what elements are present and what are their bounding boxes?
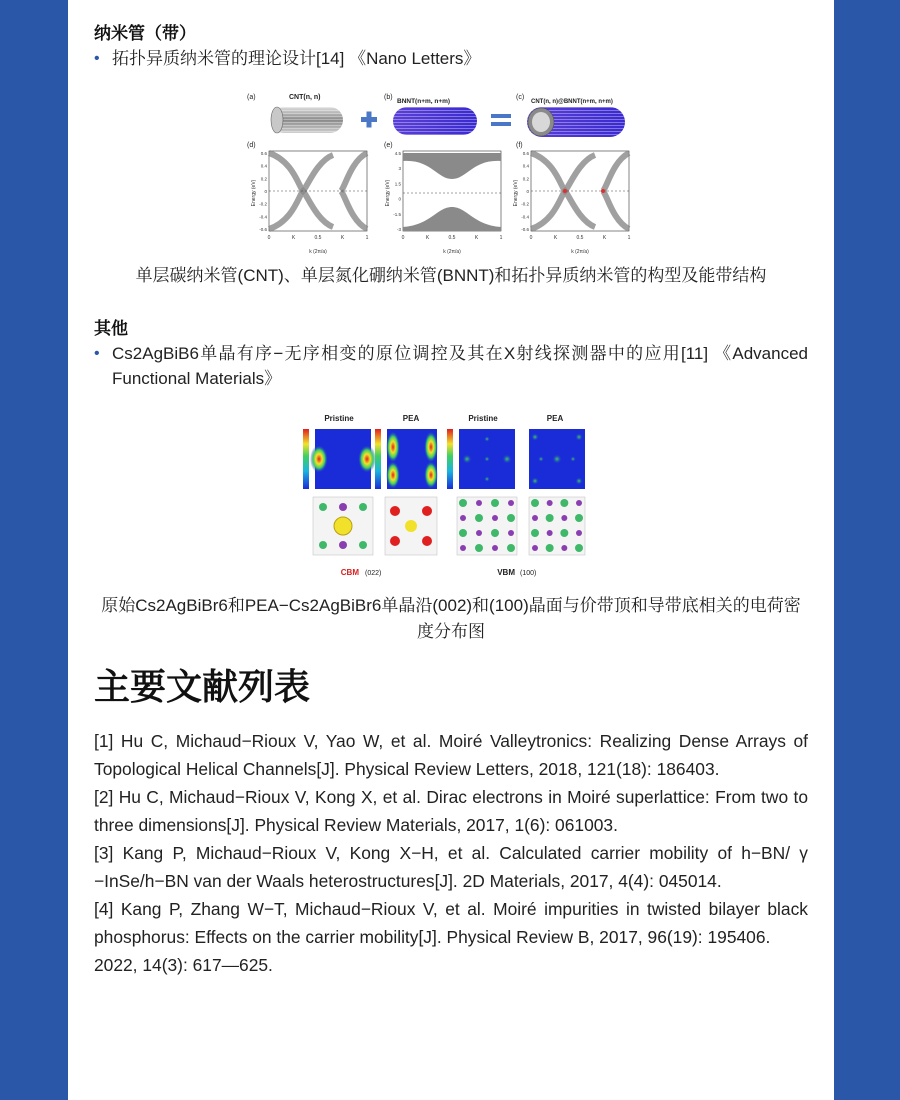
plus-icon xyxy=(361,112,377,128)
x-tick-label: K xyxy=(602,235,607,241)
bnnt-tube xyxy=(393,107,477,135)
reference-list xyxy=(94,727,808,979)
y-tick-label: -3 xyxy=(396,227,401,232)
bullet-item xyxy=(94,341,808,391)
atom-marker xyxy=(492,545,498,551)
charge-density-figure xyxy=(301,411,601,583)
x-axis-label-f: k (2π/a) xyxy=(571,249,589,255)
x-tick-label: K xyxy=(425,235,430,241)
x-tick-label: 0.5 xyxy=(314,235,322,241)
reference-item: [1] Hu C, Michaud−Rioux V, Yao W, et al. Moiré Valleytronics: Realizing Dense Arrays of Topological Helical Channels[J]. Physical Review Letters, 2018, 121(18): 186403. xyxy=(94,731,808,779)
band-plot-f xyxy=(531,151,629,231)
atom-marker xyxy=(492,515,498,521)
y-tick-label: -0.6 xyxy=(259,227,267,232)
atom-marker xyxy=(491,529,499,537)
y-tick-label: 0.6 xyxy=(260,151,267,156)
cbm-label: CBM xyxy=(340,568,359,577)
atom-marker xyxy=(532,515,538,521)
atom-marker xyxy=(560,499,568,507)
atom-marker xyxy=(576,530,582,536)
x-tick-label: 0 xyxy=(401,235,405,241)
equals-icon xyxy=(491,114,511,126)
panel-c-title: CNT(n, n)@BNNT(n+m, n+m) xyxy=(531,99,613,105)
figure2-caption: 原始Cs2AgBiBr6和PEA−Cs2AgBiBr6单晶沿(002)和(100)晶面与价带顶和导带底相关的电荷密度分布图 xyxy=(101,596,801,641)
x-tick-labels xyxy=(268,235,631,241)
panel-f-label: (f) xyxy=(516,142,523,149)
bullet-text: 拓扑异质纳米管的理论设计[14] 《Nano Letters》 xyxy=(112,49,481,68)
x-tick-label: 0.5 xyxy=(576,235,584,241)
atom-marker xyxy=(460,515,466,521)
y-tick-label: -0.2 xyxy=(521,201,529,207)
atom-marker xyxy=(575,544,583,552)
atom-marker xyxy=(547,500,553,506)
panel-c-label: (c) xyxy=(516,94,525,101)
x-tick-label: 1 xyxy=(499,235,503,241)
y-tick-label: -0.2 xyxy=(259,201,267,207)
crystal-structure-cbm xyxy=(313,497,437,555)
density-map-pristine-vbm xyxy=(447,429,515,489)
y-axis-label-d: Energy (eV) xyxy=(251,179,257,207)
atom-marker xyxy=(546,514,554,522)
atom-marker xyxy=(576,500,582,506)
x-tick-label: 1 xyxy=(365,235,369,241)
label-pea-cbm: PEA xyxy=(402,414,420,423)
atom-marker xyxy=(459,529,467,537)
atom-marker xyxy=(475,514,483,522)
density-map-pea-cbm xyxy=(375,429,438,489)
crystal-structure-vbm xyxy=(457,497,585,555)
label-pristine-cbm: Pristine xyxy=(324,414,354,423)
bullet-icon: • xyxy=(94,345,100,362)
x-tick-label: 0 xyxy=(267,235,271,241)
atom-marker xyxy=(575,514,583,522)
y-tick-label: 0.4 xyxy=(260,163,267,169)
reference-item: [3] Kang P, Michaud−Rioux V, Kong X−H, et al. Calculated carrier mobility of h−BN/ γ −InSe/h−BN van der Waals heterostructures[J]. 2D Materials, 2017, 4(4): 045014. xyxy=(94,843,808,891)
density-map-pristine-cbm xyxy=(303,429,376,489)
y-tick-label: 3 xyxy=(398,166,401,172)
reference-item: [4] Kang P, Zhang W−T, Michaud−Rioux V, et al. Moiré impurities in twisted bilayer black phosphorus: Effects on the carrier mobility[J]. Physical Review B, 2017, 96(19): 195406. xyxy=(94,899,808,947)
reference-item: 2022, 14(3): 617—625. xyxy=(94,955,273,975)
x-tick-label: 1 xyxy=(627,235,631,241)
y-axis-label-e: Energy (eV) xyxy=(385,179,391,207)
x-axis-label-e: k (2π/a) xyxy=(443,249,461,255)
reference-item: [2] Hu C, Michaud−Rioux V, Kong X, et al. Dirac electrons in Moiré superlattice: From two to three dimensions[J]. Physical Review Materials, 2017, 1(6): 061003. xyxy=(94,787,808,835)
atom-marker xyxy=(560,529,568,537)
atom-marker xyxy=(546,544,554,552)
y-tick-label: 1.5 xyxy=(394,181,401,187)
panel-e-label: (e) xyxy=(384,142,393,149)
panel-d-label: (d) xyxy=(247,142,256,149)
hetero-tube xyxy=(527,107,625,137)
x-axis-label-d: k (2π/a) xyxy=(309,249,327,255)
y-tick-label: -1.5 xyxy=(393,211,401,217)
atom-marker xyxy=(508,530,514,536)
section-heading-nanotubes: 纳米管（带） xyxy=(94,24,196,43)
atom-marker xyxy=(532,545,538,551)
y-tick-label: -0.4 xyxy=(259,214,267,220)
bullet-item xyxy=(94,46,808,71)
atom-marker xyxy=(476,530,482,536)
references-title: 主要文献列表 xyxy=(94,666,311,707)
atom-marker xyxy=(561,515,567,521)
atom-marker xyxy=(476,500,482,506)
band-plot-d xyxy=(269,151,367,231)
x-tick-label: K xyxy=(291,235,296,241)
y-tick-label: -0.4 xyxy=(521,214,529,220)
vbm-plane-label: (100) xyxy=(520,570,537,577)
atom-marker xyxy=(531,529,539,537)
label-pristine-vbm: Pristine xyxy=(468,414,498,423)
atom-marker xyxy=(460,545,466,551)
cnt-tube xyxy=(271,107,343,133)
atom-marker xyxy=(475,544,483,552)
y-tick-label: 0.2 xyxy=(260,176,267,182)
bullet-icon: • xyxy=(94,50,100,67)
vbm-label: VBM xyxy=(497,568,515,577)
y-tick-label: 0.4 xyxy=(522,163,529,169)
y-tick-label: 4.5 xyxy=(394,151,401,156)
atom-marker xyxy=(491,499,499,507)
x-tick-label: K xyxy=(340,235,345,241)
band-plot-e xyxy=(403,151,501,231)
y-tick-label: 0 xyxy=(526,189,529,194)
atom-marker xyxy=(561,545,567,551)
document-panel xyxy=(68,0,834,1100)
y-tick-label: -0.6 xyxy=(521,227,529,232)
atom-marker xyxy=(459,499,467,507)
x-tick-label: K xyxy=(474,235,479,241)
y-tick-label: 0 xyxy=(398,196,401,202)
y-tick-label: 0.2 xyxy=(522,176,529,182)
atom-marker xyxy=(507,544,515,552)
panel-a-label: (a) xyxy=(247,94,256,101)
figure1-caption: 单层碳纳米管(CNT)、单层氮化硼纳米管(BNNT)和拓扑异质纳米管的构型及能带结构 xyxy=(135,266,767,285)
atom-marker xyxy=(547,530,553,536)
atom-marker xyxy=(507,514,515,522)
x-tick-label: 0 xyxy=(529,235,533,241)
density-map-pea-vbm xyxy=(529,429,585,489)
y-tick-label: 0 xyxy=(264,189,267,194)
cbm-plane-label: (022) xyxy=(365,570,382,577)
label-pea-vbm: PEA xyxy=(546,414,564,423)
bullet-text: Cs2AgBiB6单晶有序−无序相变的原位调控及其在X射线探测器中的应用[11] 《Advanced Functional Materials》 xyxy=(112,344,808,388)
panel-b-label: (b) xyxy=(384,94,393,101)
y-tick-label: 0.6 xyxy=(522,151,529,156)
x-tick-label: 0.5 xyxy=(448,235,456,241)
panel-a-title: CNT(n, n) xyxy=(289,94,321,101)
panel-b-title: BNNT(n+m, n+m) xyxy=(397,98,451,105)
section-heading-other: 其他 xyxy=(94,319,128,338)
y-axis-label-f: Energy (eV) xyxy=(513,179,519,207)
atom-marker xyxy=(508,500,514,506)
x-tick-label: K xyxy=(553,235,558,241)
atom-marker xyxy=(531,499,539,507)
nanotube-band-figure xyxy=(241,89,661,259)
